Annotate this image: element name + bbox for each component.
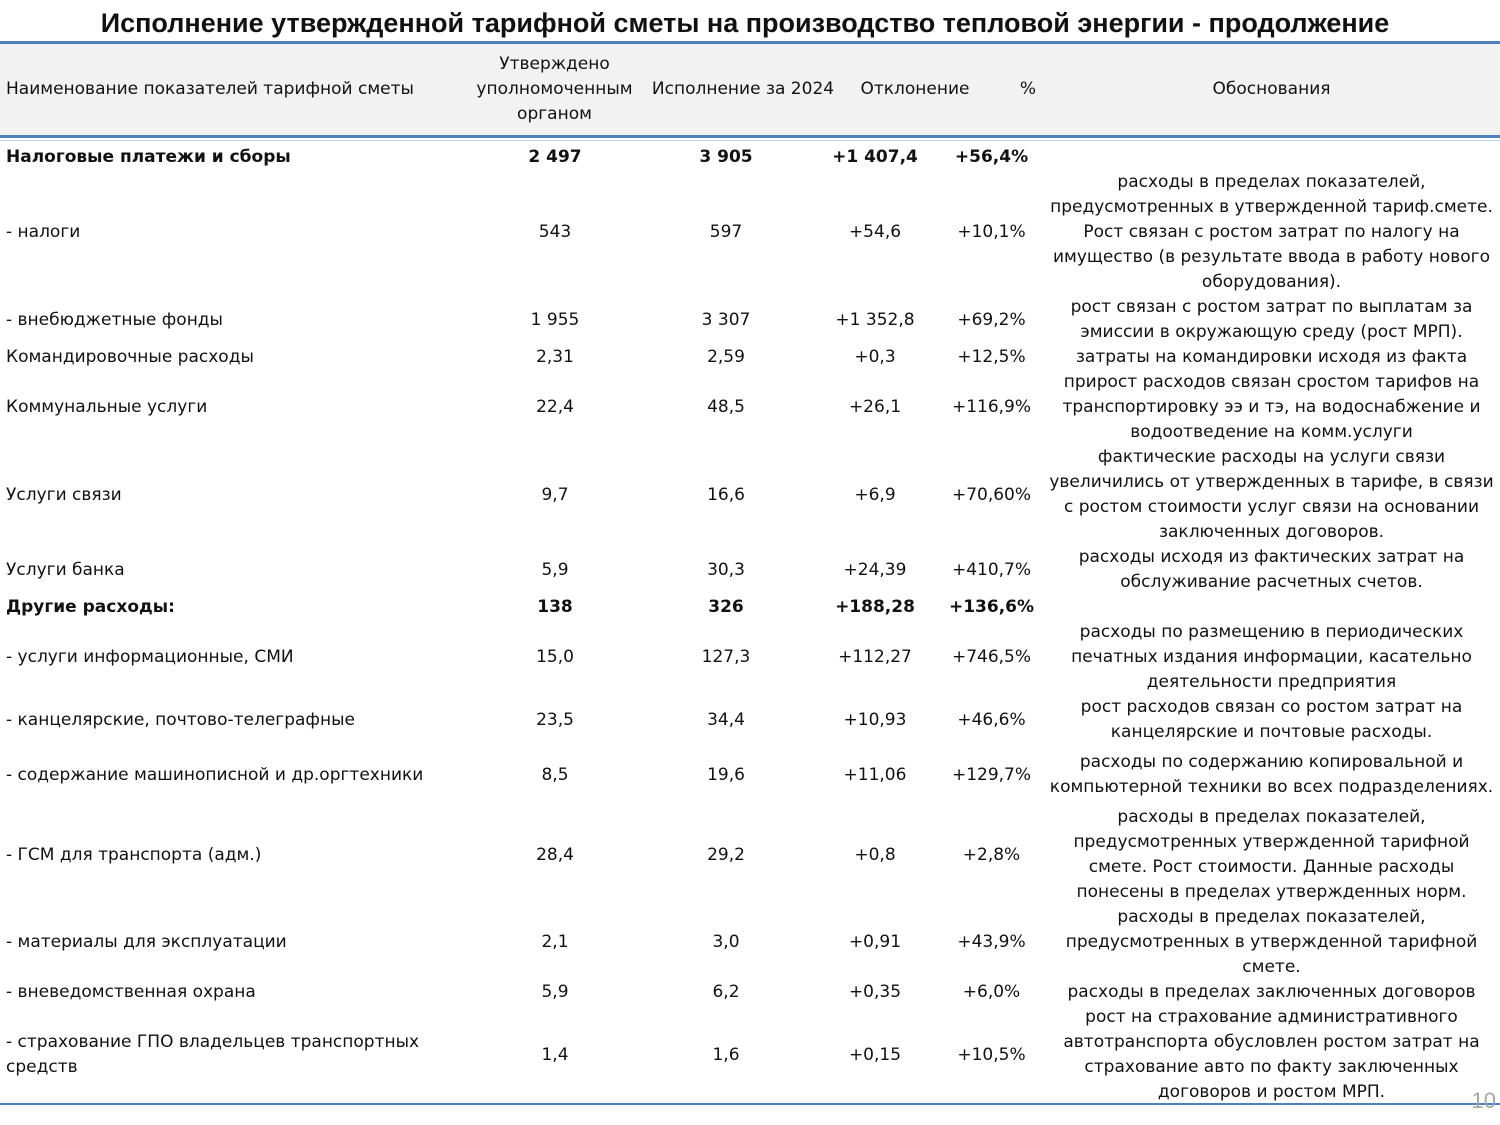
row-percent: +129,7% — [951, 764, 1032, 785]
row-justification: расходы в пределах показателей, предусмотренных в утвержденной тариф.смете. Рост связан с ростом затрат по налогу на имущество (в результате ввода в работу нового оборудования). — [1050, 172, 1493, 292]
row-justification: расходы в пределах заключенных договоров — [1067, 982, 1476, 1002]
table-row — [0, 980, 1500, 1005]
row-executed: 3 307 — [701, 309, 751, 330]
row-name: - материалы для эксплуатации — [6, 932, 287, 952]
page-number: 10 — [1471, 1088, 1496, 1113]
table-row — [0, 745, 1500, 805]
row-justification: затраты на командировки исходя из факта — [1075, 347, 1468, 367]
row-executed: 1,6 — [712, 1044, 740, 1065]
table-row — [0, 1005, 1500, 1105]
row-percent: +746,5% — [951, 647, 1032, 667]
row-justification: прирост расходов связан сростом тарифов на транспортировку ээ и тэ, на водоснабжение и водоотведение на комм.услуги — [1062, 372, 1481, 442]
row-name: Другие расходы: — [6, 597, 175, 617]
row-deviation: +0,35 — [848, 982, 902, 1002]
row-deviation: +0,15 — [848, 1044, 902, 1065]
row-percent: +410,7% — [951, 559, 1032, 580]
table-row — [0, 695, 1500, 745]
row-deviation: +26,1 — [848, 397, 902, 417]
row-name: - услуги информационные, СМИ — [6, 647, 294, 667]
table-row — [0, 545, 1500, 595]
row-justification: рост на страхование административного автотранспорта обусловлен ростом затрат на страхование авто по факту заключенных договоров и ростом МРП. — [1063, 1007, 1480, 1102]
row-name: Услуги связи — [6, 484, 122, 505]
row-approved: 22,4 — [536, 397, 574, 417]
row-executed: 2,59 — [707, 347, 745, 367]
header-divider-thin — [0, 140, 1500, 141]
row-name: - вневедомственная охрана — [6, 982, 256, 1002]
table-row — [0, 145, 1500, 170]
row-deviation: +10,93 — [843, 709, 907, 730]
table-row — [0, 905, 1500, 980]
row-approved: 15,0 — [536, 647, 574, 667]
row-percent: +69,2% — [957, 309, 1026, 330]
row-percent: +116,9% — [951, 397, 1032, 417]
header-name: Наименование показателей тарифной сметы — [6, 79, 414, 99]
header-justification: Обоснования — [1212, 79, 1331, 99]
row-justification: расходы исходя из фактических затрат на обслуживание расчетных счетов. — [1078, 547, 1465, 592]
row-executed: 597 — [709, 222, 743, 242]
row-percent: +10,5% — [957, 1044, 1026, 1065]
row-name: - канцелярские, почтово-телеграфные — [6, 709, 355, 730]
row-percent: +56,4% — [954, 147, 1029, 167]
row-deviation: +24,39 — [843, 559, 907, 580]
row-name: - содержание машинописной и др.оргтехники — [6, 764, 424, 785]
row-deviation: +0,8 — [854, 844, 896, 865]
row-name: Коммунальные услуги — [6, 397, 208, 417]
row-name: Налоговые платежи и сборы — [6, 147, 291, 167]
row-approved: 2 497 — [528, 147, 582, 167]
row-justification: расходы по содержанию копировальной и компьютерной техники во всех подразделениях. — [1049, 752, 1494, 797]
row-percent: +12,5% — [957, 347, 1026, 367]
row-name: - ГСМ для транспорта (адм.) — [6, 844, 262, 865]
row-justification: расходы в пределах показателей, предусмотренных утвержденной тарифной смете. Рост стоимости. Данные расходы понесены в пределах утвержденных норм. — [1073, 807, 1470, 902]
row-justification: рост расходов связан со ростом затрат на канцелярские и почтовые расходы. — [1080, 697, 1463, 742]
row-approved: 1 955 — [530, 309, 580, 330]
row-approved: 138 — [537, 597, 573, 617]
row-percent: +70,60% — [951, 484, 1032, 505]
row-percent: +6,0% — [962, 982, 1021, 1002]
row-executed: 3 905 — [699, 147, 753, 167]
row-executed: 3,0 — [712, 932, 740, 952]
row-justification: расходы в пределах показателей, предусмотренных в утвержденной тарифной смете. — [1065, 907, 1478, 977]
table-row — [0, 595, 1500, 620]
row-name: - налоги — [6, 222, 81, 242]
row-approved: 2,1 — [541, 932, 569, 952]
row-deviation: +54,6 — [848, 222, 902, 242]
row-justification — [1045, 595, 1498, 620]
row-percent: +2,8% — [962, 844, 1021, 865]
table-row — [0, 295, 1500, 345]
header-executed: Исполнение за 2024 — [651, 79, 835, 99]
row-name: - страхование ГПО владельцев транспортных средств — [6, 1032, 420, 1077]
row-justification — [1045, 145, 1498, 170]
row-name: Командировочные расходы — [6, 347, 254, 367]
row-percent: +43,9% — [957, 932, 1026, 952]
row-executed: 30,3 — [707, 559, 745, 580]
table-row — [0, 805, 1500, 905]
table-row — [0, 170, 1500, 295]
row-executed: 6,2 — [712, 982, 740, 1002]
row-deviation: +0,91 — [848, 932, 902, 952]
row-percent: +136,6% — [948, 597, 1035, 617]
table-row — [0, 370, 1500, 445]
header-divider — [0, 135, 1500, 138]
row-approved: 8,5 — [541, 764, 569, 785]
header-deviation: Отклонение — [860, 79, 970, 99]
row-approved: 9,7 — [541, 484, 569, 505]
row-deviation: +0,3 — [854, 347, 896, 367]
row-name: - внебюджетные фонды — [6, 309, 223, 330]
row-approved: 2,31 — [536, 347, 574, 367]
row-executed: 19,6 — [707, 764, 745, 785]
row-deviation: +6,9 — [854, 484, 896, 505]
row-percent: +46,6% — [957, 709, 1026, 730]
row-deviation: +1 352,8 — [835, 309, 915, 330]
header-percent: % — [1019, 79, 1037, 99]
page-title: Исполнение утвержденной тарифной сметы на производство тепловой энергии - продолжение — [100, 8, 1390, 38]
row-deviation: +1 407,4 — [832, 147, 918, 167]
row-executed: 48,5 — [707, 397, 745, 417]
row-justification: рост связан с ростом затрат по выплатам за эмиссии в окружающую среду (рост МРП). — [1070, 297, 1473, 342]
row-approved: 5,9 — [541, 559, 569, 580]
table-row — [0, 345, 1500, 370]
row-executed: 127,3 — [701, 647, 751, 667]
row-name: Услуги банка — [6, 559, 125, 580]
row-executed: 29,2 — [707, 844, 745, 865]
row-justification: расходы по размещению в периодических печатных издания информации, касательно деятельности предприятия — [1071, 622, 1472, 692]
row-percent: +10,1% — [957, 222, 1026, 242]
row-deviation: +188,28 — [835, 597, 915, 617]
row-executed: 326 — [708, 597, 744, 617]
row-approved: 28,4 — [536, 844, 574, 865]
row-approved: 1,4 — [541, 1044, 569, 1065]
header-approved: Утверждено уполномоченным органом — [476, 54, 633, 124]
row-approved: 23,5 — [536, 709, 574, 730]
row-deviation: +11,06 — [843, 764, 907, 785]
row-executed: 34,4 — [707, 709, 745, 730]
table-row — [0, 620, 1500, 695]
table-row — [0, 445, 1500, 545]
row-executed: 16,6 — [707, 484, 745, 505]
row-deviation: +112,27 — [838, 647, 912, 667]
row-approved: 5,9 — [541, 982, 569, 1002]
bottom-divider — [0, 1103, 1500, 1105]
row-justification: фактические расходы на услуги связи увеличились от утвержденных в тарифе, в связи с ростом стоимости услуг связи на основании заключенных договоров. — [1049, 447, 1494, 542]
row-approved: 543 — [538, 222, 572, 242]
